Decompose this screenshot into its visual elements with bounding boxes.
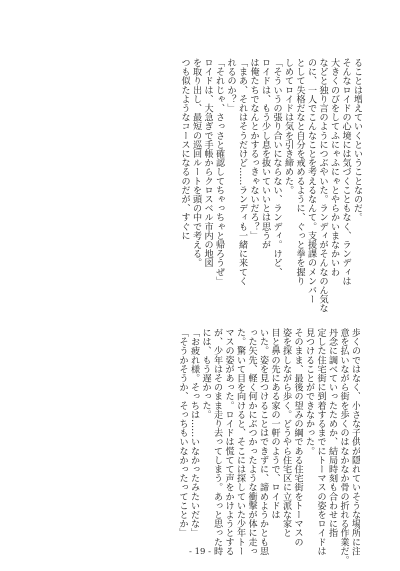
text-line: そのまま、最後の望みの綱である住宅街をトーマスの	[292, 328, 303, 547]
text-line: 「そういうの張り合いにならない、ランディ。けど、	[271, 58, 282, 277]
text-line: 大きくのびをしてふにゃふにゃとやらかいまなかいわ	[329, 58, 339, 277]
text-line: は俺たちでなんとかするっきゃないだろ？」	[248, 58, 259, 240]
text-line: として失格だなと自分を戒めるように、ぐっと拳を握り	[294, 58, 305, 286]
text-line: 目と鼻の先にある家の一軒のようで、ロイドは	[269, 328, 280, 520]
text-line: 歩くのではなく、小さな子供が隠れていそうな場所に注	[350, 328, 360, 556]
text-line: いた。姿を見つけることはできずに、諦めようかとも思	[258, 328, 268, 556]
text-line: 「そうかそうか、そっちもいなかったってことか」	[177, 328, 188, 538]
text-line: そんなロイドの心境には気づくこともなく、ランディは	[340, 58, 351, 286]
text-line: などと独り言のようにつぶやいた。ランディがそんなのん気な	[317, 58, 328, 313]
text-line: 「お疲れ様。そっちは……いなかったみたいだな」	[189, 328, 199, 538]
text-line: を取り出し、最短の巡回ルートを頭の中で考える。	[191, 58, 201, 268]
text-line: 定した住宅街に到着するまでにトーマスの姿をロイドは	[315, 328, 326, 556]
text-line: ロイドは、大急ぎで手帳からクロスベル市内の地図	[202, 58, 213, 268]
text-line: ロイドは、もう少し息を抜いていいとは思うが	[260, 58, 270, 250]
text-line: 姿を探しながら歩く。どうやら住宅区に立派な家と	[281, 328, 291, 538]
lower-text-block	[14, 328, 360, 568]
text-line: しめてロイドは気を引き締めた。	[283, 58, 293, 195]
text-line: のに、一人でこんなことを考えるなんて。支援課のメンバー	[306, 58, 316, 304]
page-number: - 19 -	[189, 547, 211, 557]
text-line: 「それじゃ、さっさと確認してちゃっちゃと帰ろうぜ」	[214, 58, 224, 286]
text-line: れるのか？」	[225, 58, 236, 113]
text-line: 意を払いながら街を歩くのはなかなか骨の折れる作業だ。	[338, 328, 349, 565]
text-line: った矢先、軽く何かにぶつかったような衝撃が体に走っ	[246, 328, 257, 556]
text-line: つも似たようなコースになるのだが、すぐに	[179, 58, 190, 240]
text-line: 見つけることができなかった。	[304, 328, 314, 456]
text-line: 丹念に調べていったためか、結局時刻も合わせに指	[327, 328, 337, 538]
text-line: が、少年はそのまま走り去ってしまう。あっと思った時	[212, 328, 222, 556]
text-line: には、もう遅かった。	[200, 328, 211, 419]
text-line: た。驚いて目を向けると、そこには探していた少年トー	[235, 328, 245, 556]
text-line: ることは増えていくということなのだ。	[352, 58, 362, 222]
upper-text-block	[46, 58, 362, 316]
text-line: マスの姿があった。ロイドは慌てて声をかけようとする	[223, 328, 234, 556]
text-line: 「まあ、それはそうだけど……ランディも一緒に来てく	[237, 58, 247, 286]
